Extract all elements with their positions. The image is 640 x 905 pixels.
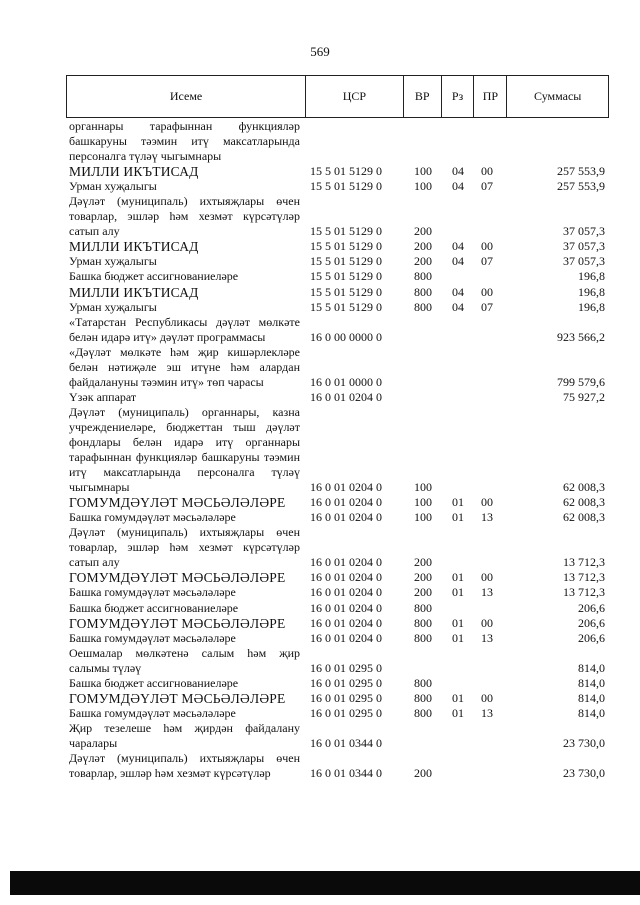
cell-vr: 800 — [414, 299, 432, 314]
cell-rz: 04 — [452, 164, 464, 179]
cell-vr: 200 — [414, 585, 432, 600]
cell-pr: 00 — [481, 164, 493, 179]
table-row — [66, 525, 609, 570]
cell-csr: 15 5 01 5129 0 — [310, 224, 382, 239]
cell-pr: 00 — [481, 690, 493, 705]
cell-sum: 23 730,0 — [563, 735, 605, 750]
cell-vr: 100 — [414, 179, 432, 194]
cell-name: Дәүләт (муниципаль) органнары, казна учреждениеләре, бюджеттан тыш дәүләт фондлары белән идарә итү органнары тарафыннан функцияләр башкаруны тәэмин итү максатларында персоналга түләү чыгымнары — [69, 404, 300, 495]
cell-name: Башка гомумдәүләт мәсьәләләре — [69, 705, 236, 720]
cell-name: Башка бюджет ассигнованиеләре — [69, 675, 239, 690]
cell-sum: 257 553,9 — [557, 179, 605, 194]
cell-vr: 100 — [414, 164, 432, 179]
cell-vr: 200 — [414, 570, 432, 585]
table-row — [66, 631, 609, 646]
table-row — [66, 194, 609, 239]
cell-vr: 800 — [414, 675, 432, 690]
table-row — [66, 164, 609, 179]
cell-vr: 800 — [414, 269, 432, 284]
cell-rz: 01 — [452, 570, 464, 585]
cell-rz: 01 — [452, 630, 464, 645]
cell-name: «Дәүләт мөлкәте һәм җир кишәрлекләре белән нәтиҗәле эш итүне һәм алардан файдалануны тәэмин итү» төп чарасы — [69, 344, 300, 389]
table-row — [66, 269, 609, 284]
cell-vr: 800 — [414, 705, 432, 720]
column-header-rz: Рз — [442, 76, 475, 117]
cell-pr: 13 — [481, 705, 493, 720]
cell-name: Башка гомумдәүләт мәсьәләләре — [69, 630, 236, 645]
table-row — [66, 315, 609, 345]
cell-csr: 16 0 01 0204 0 — [310, 480, 382, 495]
cell-sum: 923 566,2 — [557, 329, 605, 344]
table-row — [66, 119, 609, 164]
cell-name: Башка бюджет ассигнованиеләре — [69, 600, 239, 615]
cell-name: Башка бюджет ассигнованиеләре — [69, 269, 239, 284]
cell-sum: 23 730,0 — [563, 766, 605, 781]
cell-name: Башка гомумдәүләт мәсьәләләре — [69, 510, 236, 525]
cell-sum: 37 057,3 — [563, 254, 605, 269]
cell-name: ГОМУМДӘҮЛӘТ МӘСЬӘЛӘЛӘРЕ — [69, 495, 286, 511]
cell-rz: 01 — [452, 705, 464, 720]
page-number: 569 — [310, 44, 330, 59]
cell-sum: 13 712,3 — [563, 570, 605, 585]
table-row — [66, 254, 609, 269]
cell-rz: 01 — [452, 585, 464, 600]
cell-csr: 16 0 01 0204 0 — [310, 495, 382, 510]
cell-csr: 16 0 01 0204 0 — [310, 570, 382, 585]
cell-rz: 04 — [452, 299, 464, 314]
cell-name: Урман хуҗалыгы — [69, 254, 157, 269]
cell-sum: 75 927,2 — [563, 389, 605, 404]
table-row — [66, 345, 609, 390]
cell-name: Оешмалар мөлкәтенә салым һәм җир салымы түләү — [69, 645, 300, 675]
cell-rz: 01 — [452, 690, 464, 705]
scan-footer-bar — [10, 871, 640, 895]
table-row — [66, 179, 609, 194]
cell-vr: 200 — [414, 766, 432, 781]
table-row — [66, 676, 609, 691]
cell-rz: 04 — [452, 284, 464, 299]
cell-sum: 814,0 — [578, 660, 605, 675]
table-row — [66, 706, 609, 721]
cell-name: МИЛЛИ ИКЪТИСАД — [69, 164, 199, 180]
table-body — [66, 119, 609, 781]
cell-rz: 04 — [452, 254, 464, 269]
table-row — [66, 390, 609, 405]
cell-pr: 13 — [481, 630, 493, 645]
column-header-pr: ПР — [474, 76, 507, 117]
cell-name: ГОМУМДӘҮЛӘТ МӘСЬӘЛӘЛӘРЕ — [69, 570, 286, 586]
column-header-vr: ВР — [404, 76, 442, 117]
table-row — [66, 239, 609, 254]
cell-pr: 13 — [481, 510, 493, 525]
cell-sum: 62 008,3 — [563, 480, 605, 495]
cell-csr: 16 0 01 0000 0 — [310, 374, 382, 389]
cell-sum: 814,0 — [578, 675, 605, 690]
table-row — [66, 510, 609, 525]
table-header — [66, 75, 609, 118]
cell-rz: 04 — [452, 179, 464, 194]
table-row — [66, 691, 609, 706]
cell-sum: 37 057,3 — [563, 224, 605, 239]
cell-vr: 100 — [414, 480, 432, 495]
cell-sum: 814,0 — [578, 705, 605, 720]
cell-csr: 15 5 01 5129 0 — [310, 284, 382, 299]
cell-csr: 16 0 01 0204 0 — [310, 389, 382, 404]
cell-sum: 206,6 — [578, 630, 605, 645]
cell-csr: 15 5 01 5129 0 — [310, 164, 382, 179]
table-row — [66, 585, 609, 600]
cell-name: «Татарстан Республикасы дәүләт мөлкәте белән идарә итү» дәүләт программасы — [69, 314, 300, 344]
cell-sum: 62 008,3 — [563, 495, 605, 510]
cell-csr: 16 0 01 0204 0 — [310, 630, 382, 645]
cell-name: Дәүләт (муниципаль) ихтыяҗлары өчен товарлар, эшләр һәм хезмәт күрсәтүләр — [69, 750, 300, 781]
table-row — [66, 495, 609, 510]
cell-csr: 16 0 01 0295 0 — [310, 660, 382, 675]
cell-vr: 200 — [414, 254, 432, 269]
table-row — [66, 751, 609, 781]
cell-sum: 196,8 — [578, 269, 605, 284]
cell-pr: 07 — [481, 254, 493, 269]
cell-rz: 01 — [452, 495, 464, 510]
cell-vr: 200 — [414, 239, 432, 254]
cell-sum: 814,0 — [578, 690, 605, 705]
cell-sum: 196,8 — [578, 299, 605, 314]
cell-vr: 800 — [414, 615, 432, 630]
cell-sum: 206,6 — [578, 615, 605, 630]
cell-pr: 00 — [481, 284, 493, 299]
cell-csr: 15 5 01 5129 0 — [310, 269, 382, 284]
cell-name: органнары тарафыннан функцияләр башкаруны тәэмин итү максатларында персоналга түләү чыгымнары — [69, 119, 300, 164]
cell-pr: 07 — [481, 299, 493, 314]
cell-rz: 01 — [452, 510, 464, 525]
cell-csr: 16 0 01 0344 0 — [310, 735, 382, 750]
cell-pr: 00 — [481, 615, 493, 630]
cell-csr: 15 5 01 5129 0 — [310, 239, 382, 254]
cell-name: ГОМУМДӘҮЛӘТ МӘСЬӘЛӘЛӘРЕ — [69, 690, 286, 706]
column-header-name: Исеме — [67, 76, 306, 117]
cell-csr: 16 0 01 0204 0 — [310, 615, 382, 630]
cell-csr: 15 5 01 5129 0 — [310, 179, 382, 194]
cell-name: Үзәк аппарат — [69, 389, 137, 404]
table-row — [66, 616, 609, 631]
cell-name: Җир тезелеше һәм җирдән файдалану чаралары — [69, 720, 300, 750]
cell-sum: 196,8 — [578, 284, 605, 299]
cell-csr: 15 5 01 5129 0 — [310, 299, 382, 314]
cell-vr: 200 — [414, 224, 432, 239]
cell-csr: 16 0 01 0344 0 — [310, 766, 382, 781]
cell-pr: 00 — [481, 495, 493, 510]
cell-name: ГОМУМДӘҮЛӘТ МӘСЬӘЛӘЛӘРЕ — [69, 615, 286, 631]
cell-name: МИЛЛИ ИКЪТИСАД — [69, 284, 199, 300]
table-row — [66, 646, 609, 676]
cell-sum: 799 579,6 — [557, 374, 605, 389]
cell-vr: 200 — [414, 555, 432, 570]
cell-vr: 100 — [414, 495, 432, 510]
cell-csr: 16 0 01 0204 0 — [310, 510, 382, 525]
cell-rz: 01 — [452, 615, 464, 630]
cell-vr: 800 — [414, 690, 432, 705]
cell-rz: 04 — [452, 239, 464, 254]
cell-name: МИЛЛИ ИКЪТИСАД — [69, 239, 199, 255]
cell-csr: 16 0 01 0295 0 — [310, 690, 382, 705]
cell-name: Урман хуҗалыгы — [69, 299, 157, 314]
cell-sum: 13 712,3 — [563, 585, 605, 600]
cell-name: Дәүләт (муниципаль) ихтыяҗлары өчен товарлар, эшләр һәм хезмәт күрсәтүләр сатып алу — [69, 525, 300, 570]
cell-sum: 13 712,3 — [563, 555, 605, 570]
cell-sum: 206,6 — [578, 600, 605, 615]
cell-sum: 37 057,3 — [563, 239, 605, 254]
cell-vr: 800 — [414, 284, 432, 299]
cell-pr: 07 — [481, 179, 493, 194]
cell-name: Урман хуҗалыгы — [69, 179, 157, 194]
table-row — [66, 405, 609, 495]
cell-pr: 00 — [481, 239, 493, 254]
table-row — [66, 570, 609, 585]
table-row — [66, 285, 609, 300]
cell-sum: 62 008,3 — [563, 510, 605, 525]
table-row — [66, 300, 609, 315]
cell-csr: 16 0 01 0204 0 — [310, 555, 382, 570]
cell-csr: 16 0 01 0204 0 — [310, 585, 382, 600]
cell-csr: 16 0 01 0295 0 — [310, 675, 382, 690]
column-header-csr: ЦСР — [306, 76, 404, 117]
cell-vr: 800 — [414, 600, 432, 615]
cell-vr: 800 — [414, 630, 432, 645]
table-row — [66, 601, 609, 616]
column-header-sum: Суммасы — [533, 89, 582, 103]
cell-csr: 16 0 01 0295 0 — [310, 705, 382, 720]
cell-pr: 13 — [481, 585, 493, 600]
cell-name: Башка гомумдәүләт мәсьәләләре — [69, 585, 236, 600]
cell-sum: 257 553,9 — [557, 164, 605, 179]
cell-name: Дәүләт (муниципаль) ихтыяҗлары өчен товарлар, эшләр һәм хезмәт күрсәтүләр сатып алу — [69, 194, 300, 239]
table-row — [66, 721, 609, 751]
cell-vr: 100 — [414, 510, 432, 525]
cell-csr: 16 0 01 0204 0 — [310, 600, 382, 615]
cell-csr: 15 5 01 5129 0 — [310, 254, 382, 269]
cell-csr: 16 0 00 0000 0 — [310, 329, 382, 344]
cell-pr: 00 — [481, 570, 493, 585]
